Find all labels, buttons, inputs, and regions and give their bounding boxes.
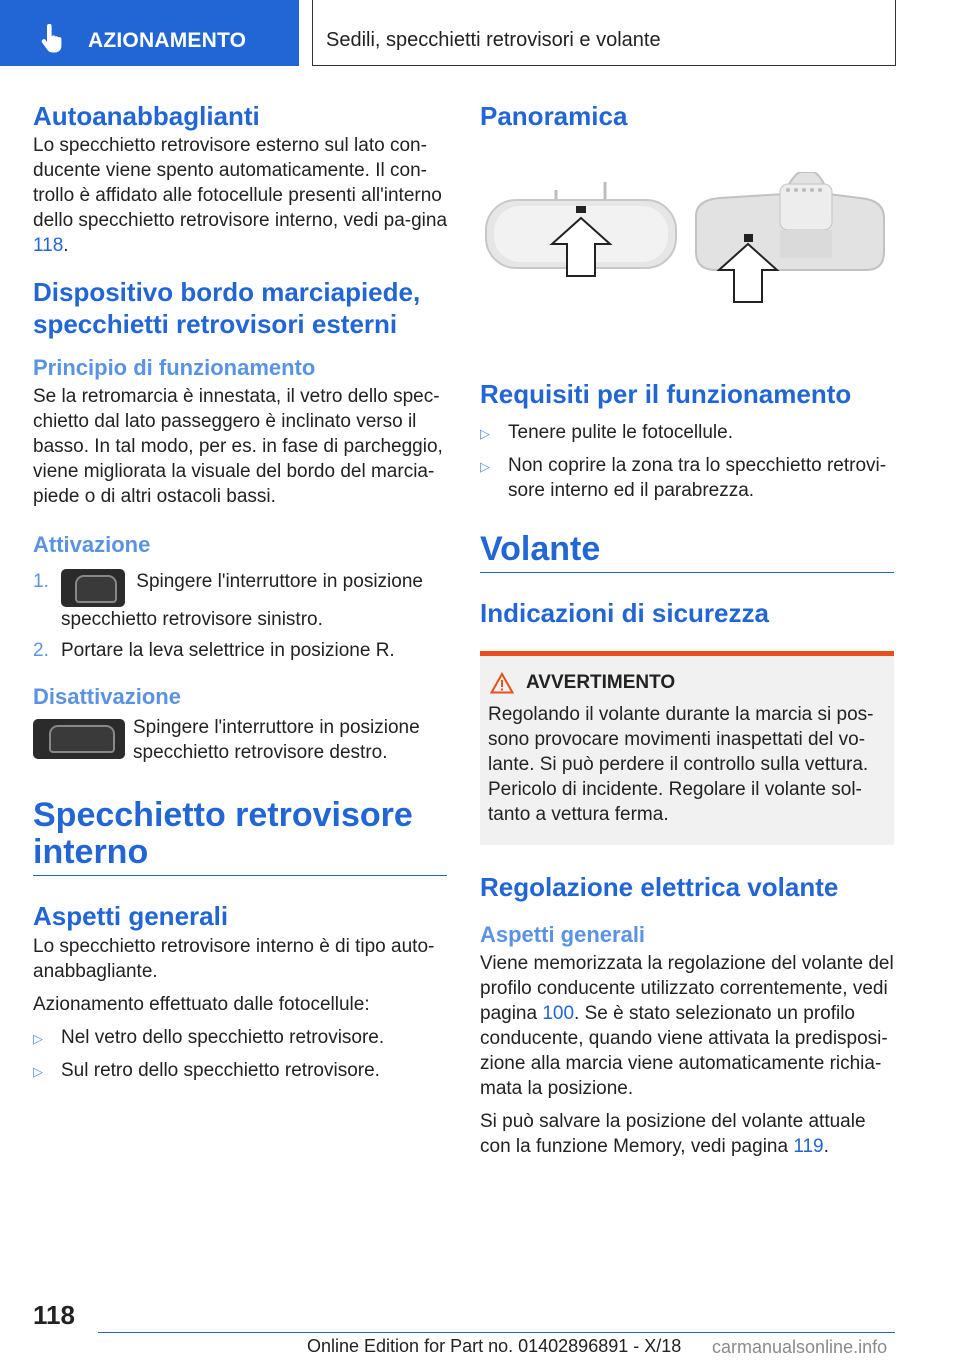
page-link-119[interactable]: 119 [793,1136,824,1157]
triangle-bullet-icon: ▷ [33,1064,43,1079]
step-item [33,638,447,663]
heading-dispositivo: Dispositivo bordo marciapiede, specchietti retrovisori esterni [33,277,421,339]
autoanab-paragraph [33,133,447,258]
aspetti2-paragraph-2 [480,1109,894,1159]
autoanab-text-end: . [63,235,69,256]
heading-specchietto-interno: Specchietto retrovisore interno [33,797,447,876]
page-link-118[interactable]: 118 [33,235,64,256]
aspetti2-text: Viene memorizzata la regolazione del volante del profilo conducente utilizzato correntemente, vedi pagina [480,953,894,1024]
footer-watermark: carmanualsonline.info [712,1337,888,1357]
warning-box [480,651,894,845]
page-number: 118 [33,1300,75,1330]
mirror-overview-illustration [480,172,894,322]
requisiti-list [480,420,894,503]
heading-attivazione: Attivazione [33,532,151,557]
aspetti-paragraph-1: Lo specchietto retrovisore interno è di tipo auto-anabbagliante. [33,936,435,982]
heading-panoramica: Panoramica [480,101,628,131]
heading-principio: Principio di funzionamento [33,355,316,380]
section-tab[interactable] [0,0,299,66]
heading-disattivazione: Disattivazione [33,684,181,709]
aspetti2-text-end: . Se è stato selezionato un profilo conducente, quando viene attivata la predisposi-zione alla marcia viene automaticamente richia-mata la posizione. [480,1003,888,1099]
step-text: Portare la leva selettrice in posizione R. [61,640,395,661]
disattivazione-row [33,715,447,765]
photocell-list [33,1025,447,1083]
heading-sicurezza: Indicazioni di sicurezza [480,598,769,628]
left-column [33,100,447,1083]
footer-rule [98,1332,895,1333]
triangle-bullet-icon: ▷ [480,459,490,474]
attivazione-steps [33,569,447,663]
footer-edition: Online Edition for Part no. 01402896891 - X/18 [307,1336,682,1356]
heading-regolazione: Regolazione elettrica volante [480,872,839,902]
warning-text: Regolando il volante durante la marcia si pos-sono provocare movimenti inaspettati del vo-lante. Si può perdere il controllo sulla vettura. Pericolo di incidente. Regolare il volante sol-tanto a vettura ferma. [488,704,874,825]
hand-pointer-icon [38,24,68,54]
heading-aspetti-generali: Aspetti generali [33,901,229,931]
heading-volante: Volante [480,531,894,573]
triangle-bullet-icon: ▷ [33,1031,43,1046]
heading-aspetti-generali-2: Aspetti generali [480,922,646,947]
warning-title-row [490,672,886,694]
memory-text-end: . [823,1136,829,1157]
heading-requisiti: Requisiti per il funzionamento [480,379,852,409]
page-title: Sedili, specchietti retrovisori e volante [326,29,661,51]
memory-text: Si può salvare la posizione del volante attuale con la funzione Memory, vedi pagina [480,1111,866,1157]
autoanab-text: Lo specchietto retrovisore esterno sul lato con-ducente viene spento automaticamente. Il con-trollo è affidato alle fotocellule presenti all'interno dello specchietto retrovisore interno, vedi pa-gina [33,135,448,231]
step-item [33,569,447,632]
mirror-switch-left-icon [61,569,125,607]
step-number: 1. [33,571,49,592]
heading-autoanabbaglianti: Autoanabbaglianti [33,101,260,131]
principio-paragraph: Se la retromarcia è innestata, il vetro dello spec-chietto dal lato passeggero è inclinato verso il basso. In tal modo, per es. in fase di parcheggio, viene migliorata la visuale del bordo del marcia-piede o di altri ostacoli bassi. [33,386,443,507]
aspetti2-paragraph-1 [480,951,894,1101]
section-label: AZIONAMENTO [88,29,247,52]
warning-title: AVVERTIMENTO [526,672,676,693]
list-item: ▷ Nel vetro dello specchietto retrovisore. [33,1025,447,1050]
aspetti-paragraph-2: Azionamento effettuato dalle fotocellule: [33,994,370,1015]
list-item: ▷ Sul retro dello specchietto retrovisore. [33,1058,447,1083]
list-item: ▷ Tenere pulite le fotocellule. [480,420,894,445]
warning-triangle-icon [490,672,514,694]
list-item: ▷ Non coprire la zona tra lo specchietto retrovi-sore interno ed il parabrezza. [480,455,887,501]
disattivazione-text: Spingere l'interruttore in posizione specchietto retrovisore destro. [133,717,420,763]
step-text: Spingere l'interruttore in posizione specchietto retrovisore sinistro. [61,571,423,630]
right-column [480,100,894,1159]
step-number: 2. [33,640,49,661]
page-link-100[interactable]: 100 [542,1003,575,1024]
mirror-switch-right-icon [33,719,125,759]
triangle-bullet-icon: ▷ [480,426,490,441]
